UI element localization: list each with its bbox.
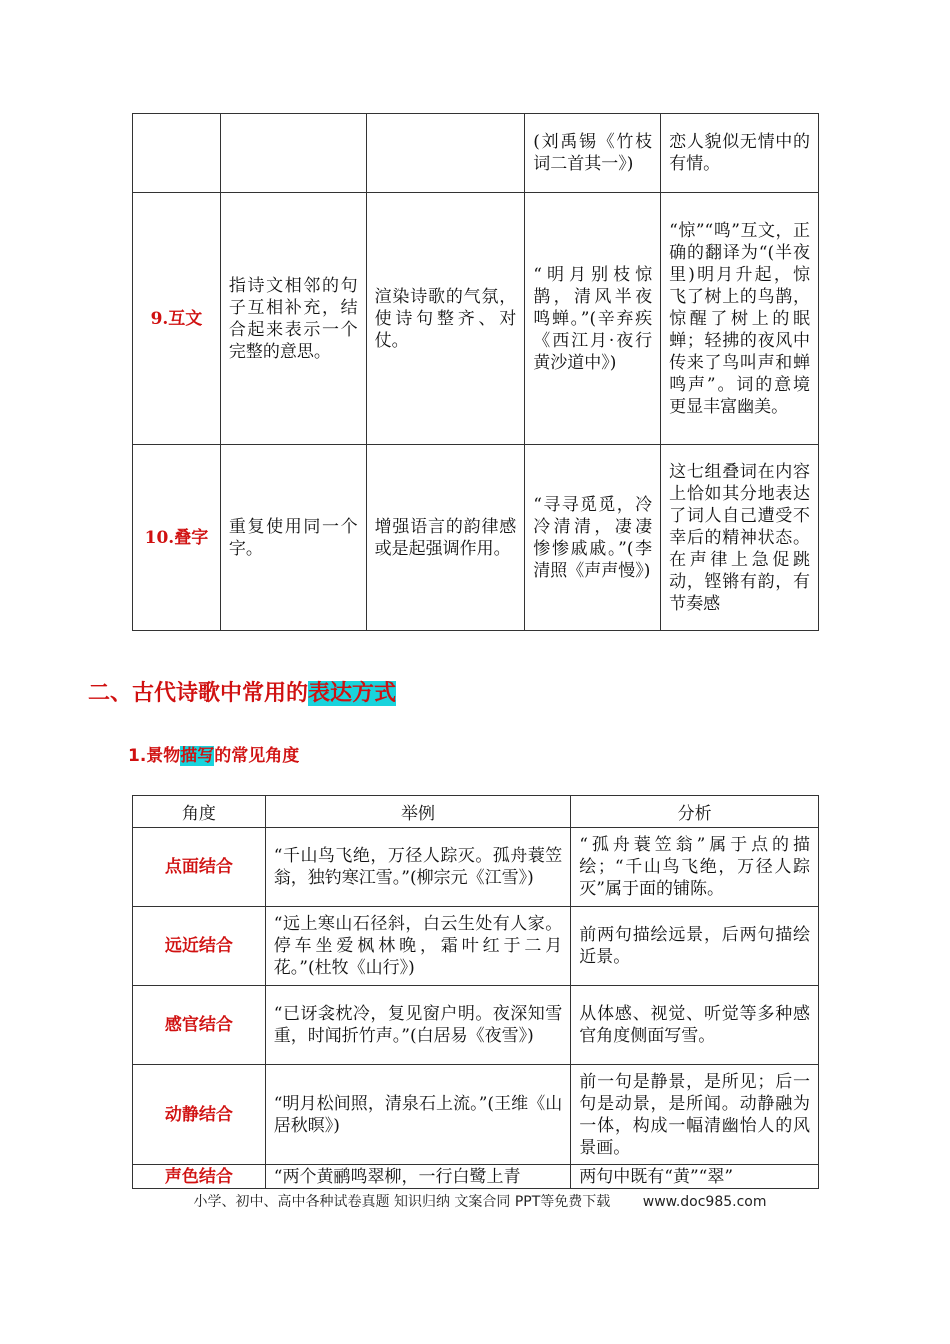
device-definition: 指诗文相邻的句子互相补充，结合起来表示一个完整的意思。 [220,193,366,445]
angle-name: 声色结合 [133,1165,266,1189]
device-example: “明月别枝惊鹊，清风半夜鸣蝉。”(辛弃疾《西江月·夜行黄沙道中》) [525,193,661,445]
device-definition [220,114,366,193]
angle-name: 动静结合 [133,1065,266,1165]
angle-name: 感官结合 [133,986,266,1065]
angle-example: “千山鸟飞绝，万径人踪灭。孤舟蓑笠翁，独钓寒江雪。”(柳宗元《江雪》) [265,828,571,907]
table-row [133,193,819,445]
device-name [133,114,221,193]
device-definition: 重复使用同一个字。 [220,445,366,631]
angle-example: “已讶衾枕冷，复见窗户明。夜深知雪重，时闻折竹声。”(白居易《夜雪》) [265,986,571,1065]
scene-description-table [132,795,819,1189]
angle-analysis: 前一句是静景，是所见；后一句是动景，是所闻。动静融为一体，构成一幅清幽怡人的风景画。 [571,1065,819,1165]
device-effect: 增强语言的韵律感或是起强调作用。 [366,445,525,631]
table-row [133,114,819,193]
angle-name: 远近结合 [133,907,266,986]
footer-text: 小学、初中、高中各种试卷真题 知识归纳 文案合同 PPT等免费下载 [193,1194,611,1210]
table-row [133,828,819,907]
table-row [133,1065,819,1165]
angle-example: “两个黄鹂鸣翠柳，一行白鹭上青 [265,1165,571,1189]
angle-analysis: 两句中既有“黄”“翠” [571,1165,819,1189]
angle-analysis: “孤舟蓑笠翁”属于点的描绘；“千山鸟飞绝，万径人踪灭”属于面的铺陈。 [571,828,819,907]
subsection-heading-prefix: 1.景物 [128,746,181,766]
section-heading-prefix: 二、古代诗歌中常用的 [88,681,309,706]
column-header-angle: 角度 [133,796,266,828]
footer-site: www.doc985.com [642,1194,767,1210]
section-heading [88,678,396,710]
subsection-heading-suffix: 的常见角度 [214,746,300,766]
angle-name: 点面结合 [133,828,266,907]
angle-example: “远上寒山石径斜，白云生处有人家。停车坐爱枫林晚，霜叶红于二月花。”(杜牧《山行》) [265,907,571,986]
subsection-heading-highlight: 描写 [180,746,215,766]
device-analysis: 这七组叠词在内容上恰如其分地表达了词人自己遭受不幸后的精神状态。在声律上急促跳动，铿锵有韵，有节奏感 [661,445,819,631]
device-analysis: “惊”“鸣”互文，正确的翻译为“(半夜里)明月升起，惊飞了树上的鸟鹊，惊醒了树上的眠蝉；轻拂的夜风中传来了鸟叫声和蝉鸣声”。词的意境更显丰富幽美。 [661,193,819,445]
table-row [133,986,819,1065]
subsection-heading [128,744,299,768]
device-name: 9.互文 [133,193,221,445]
page-footer [0,1191,950,1211]
table-row [133,907,819,986]
rhetoric-table [132,113,819,631]
device-name: 10.叠字 [133,445,221,631]
angle-analysis: 从体感、视觉、听觉等多种感官角度侧面写雪。 [571,986,819,1065]
section-heading-highlight: 表达方式 [308,681,397,706]
table-row [133,1165,819,1189]
device-analysis: 恋人貌似无情中的有情。 [661,114,819,193]
device-example: “寻寻觅觅，冷冷清清，凄凄惨惨戚戚。”(李清照《声声慢》) [525,445,661,631]
device-example: (刘禹锡《竹枝词二首其一》) [525,114,661,193]
column-header-analysis: 分析 [571,796,819,828]
column-header-example: 举例 [265,796,571,828]
angle-example: “明月松间照，清泉石上流。”(王维《山居秋暝》) [265,1065,571,1165]
device-effect: 渲染诗歌的气氛，使诗句整齐、对仗。 [366,193,525,445]
table-row [133,445,819,631]
table-header-row [133,796,819,828]
device-effect [366,114,525,193]
angle-analysis: 前两句描绘远景，后两句描绘近景。 [571,907,819,986]
